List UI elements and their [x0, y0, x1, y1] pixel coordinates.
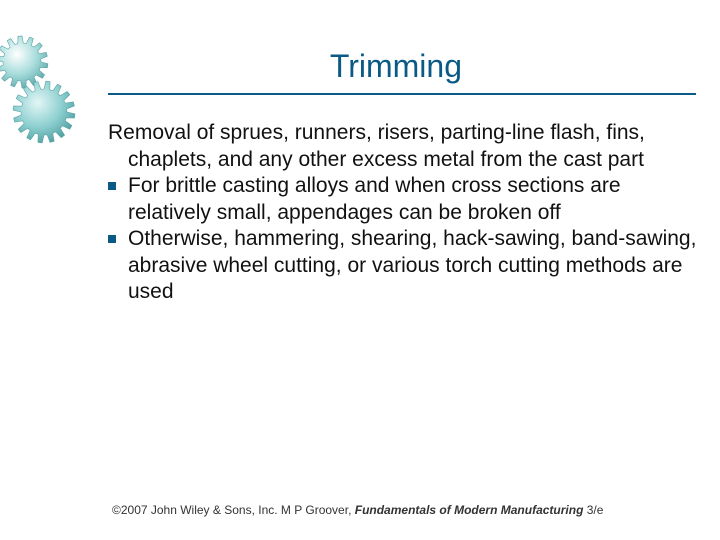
bullet-item-1 — [108, 173, 698, 226]
gears-icon — [0, 34, 80, 154]
gear-bottom-icon — [13, 81, 75, 143]
footer-book-title: Fundamentals of Modern Manufacturing — [354, 503, 584, 517]
bullet-text-1: For brittle casting alloys and when cross sections are relatively small, appendages can be broken off — [128, 174, 621, 224]
copyright-footer — [112, 503, 712, 517]
intro-paragraph: Removal of sprues, runners, risers, parting‑line flash, fins, chaplets, and any other excess metal from the cast part — [108, 121, 645, 171]
bullet-text-2: Otherwise, hammering, shearing, hack‑sawing, band‑sawing, abrasive wheel cutting, or various torch cutting methods are used — [128, 227, 697, 303]
square-bullet-icon — [108, 235, 116, 243]
footer-suffix: 3/e — [583, 503, 604, 517]
bullet-item-2 — [108, 226, 698, 306]
slide-title: Trimming — [329, 48, 462, 84]
square-bullet-icon — [108, 182, 116, 190]
slide-body — [108, 120, 698, 306]
title-divider — [108, 93, 696, 95]
footer-prefix: ©2007 John Wiley & Sons, Inc. M P Groover, — [112, 503, 355, 517]
gear-top-icon — [0, 36, 48, 88]
